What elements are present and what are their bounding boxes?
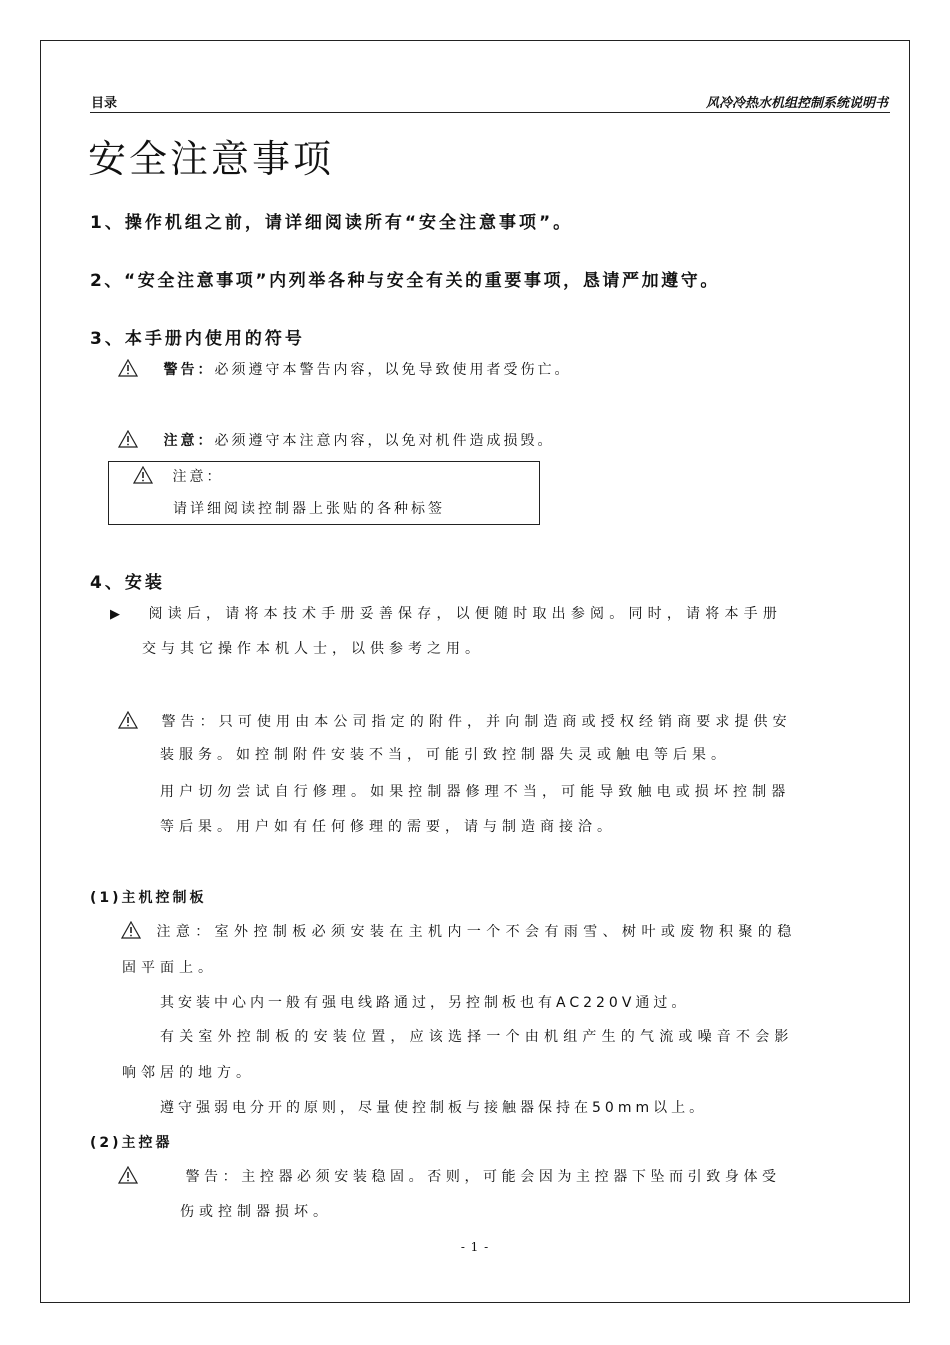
section-3-heading: 3、本手册内使用的符号 <box>90 329 305 349</box>
warning-triangle-icon <box>118 359 138 377</box>
subsection-2-line-1: 警告：主控器必须安装稳固。否则，可能会因为主控器下坠而引致身体受 <box>118 1166 781 1186</box>
symbol-warning-line <box>118 359 571 379</box>
warning-triangle-icon <box>118 430 138 448</box>
notice-box-label: 注意： <box>172 469 224 485</box>
page-number: - 1 - <box>460 1240 490 1254</box>
section-4-paragraph-line-1: ▶ 阅读后，请将本技术手册妥善保存，以便随时取出参阅。同时，请将本手册 <box>110 606 783 622</box>
header-document-title: 风冷冷热水机组控制系统说明书 <box>705 96 888 111</box>
warning-label: 警告： <box>163 362 215 378</box>
section-4-warning-line-2: 装服务。如控制附件安装不当，可能引致控制器失灵或触电等后果。 <box>160 747 730 763</box>
caution-label: 注意： <box>163 433 215 449</box>
subsection-1-line-6: 遵守强弱电分开的原则，尽量使控制板与接触器保持在50mm以上。 <box>160 1100 708 1116</box>
header-left-label: 目录 <box>91 96 118 111</box>
subsection-2-line-2: 伤或控制器损坏。 <box>180 1204 332 1220</box>
subsection-1-line-4: 有关室外控制板的安装位置，应该选择一个由机组产生的气流或噪音不会影 <box>160 1029 794 1045</box>
section-2-heading: 2、“安全注意事项”内列举各种与安全有关的重要事项，恳请严加遵守。 <box>90 271 720 291</box>
warning-triangle-icon <box>118 711 138 729</box>
subsection-1-line-2: 固平面上。 <box>122 960 217 976</box>
warning-triangle-icon <box>121 921 141 939</box>
notice-box-text: 请详细阅读控制器上张贴的各种标签 <box>173 501 445 517</box>
warning-triangle-icon <box>118 1166 138 1184</box>
section-4-heading: 4、安装 <box>90 573 165 593</box>
section-1-heading: 1、操作机组之前，请详细阅读所有“安全注意事项”。 <box>90 213 574 233</box>
notice-box-label-line <box>133 466 223 486</box>
subsection-2-heading: (2)主控器 <box>90 1135 173 1151</box>
subsection-1-line-3: 其安装中心内一般有强电线路通过，另控制板也有AC220V通过。 <box>160 995 690 1011</box>
page-title: 安全注意事项 <box>88 137 335 181</box>
subsection-1-line-5: 响邻居的地方。 <box>122 1065 255 1081</box>
warning-triangle-icon <box>133 466 153 484</box>
section-4-warning-line-4: 等后果。用户如有任何修理的需要，请与制造商接洽。 <box>160 819 616 835</box>
section-4-warning-line-1: 警告：只可使用由本公司指定的附件，并向制造商或授权经销商要求提供安 <box>118 711 792 731</box>
symbol-caution-line <box>118 430 554 450</box>
header-rule <box>90 112 890 113</box>
warning-text: 必须遵守本警告内容，以免导致使用者受伤亡。 <box>214 362 572 378</box>
right-triangle-bullet-icon: ▶ <box>110 607 125 622</box>
section-4-paragraph-line-2: 交与其它操作本机人士，以供参考之用。 <box>142 641 484 657</box>
subsection-1-heading: (1)主机控制板 <box>90 890 207 906</box>
section-4-warning-line-3: 用户切勿尝试自行修理。如果控制器修理不当，可能导致触电或损坏控制器 <box>160 784 791 800</box>
caution-text: 必须遵守本注意内容，以免对机件造成损毁。 <box>214 433 555 449</box>
subsection-1-line-1: 注意：室外控制板必须安装在主机内一个不会有雨雪、树叶或废物积聚的稳 <box>121 921 797 941</box>
